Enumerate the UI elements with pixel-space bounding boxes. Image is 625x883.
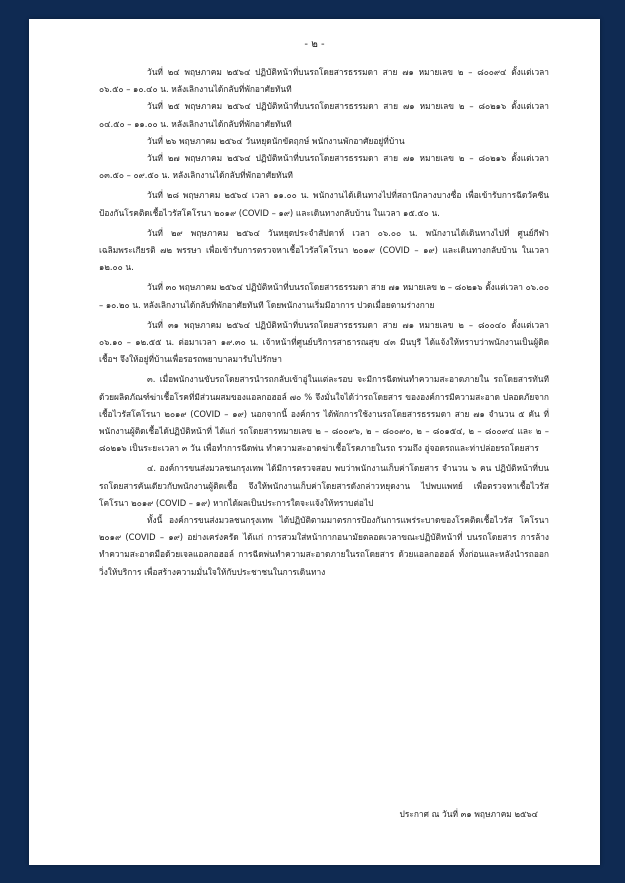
paragraph-may-28: วันที่ ๒๘ พฤษภาคม ๒๕๖๔ เวลา ๑๑.๐๐ น. พนักงานได้เดินทางไปที่สถานีกลางบางซื่อ เพื่อเข้ารับการฉีดวัคซีนป้องกันโรคติดเชื้อไวรัสโคโรนา ๒๐๑๙ (COVID – ๑๙) และเดินทางกลับบ้าน ในเวลา ๑๕.๕๐ น. [99, 190, 549, 218]
paragraph-conclusion: ทั้งนี้ องค์การขนส่งมวลชนกรุงเทพ ได้ปฏิบัติตามมาตรการป้องกันการแพร่ระบาดของโรคติดเชื้อไวรัส โคโรนา ๒๐๑๙ (COVID – ๑๙) อย่างเคร่งครัด ได้แก่ การสวมใส่หน้ากากอนามัยตลอดเวลาขณะปฏิบัติหน้าที่ บนรถโดยสาร การล้างทำความสะอาดมือด้วยเจลแอลกอฮอล์ การฉีดพ่นทำความสะอาดภายในรถโดยสาร ด้วยแอลกอฮอล์ ทั้งก่อนและหลังนำรถออกวิ่งให้บริการ เพื่อสร้างความมั่นใจให้กับประชาชนในการเดินทาง [99, 515, 549, 577]
paragraph-item-3: ๓. เมื่อพนักงานขับรถโดยสารนำรถกลับเข้าอู่ในแต่ละรอบ จะมีการฉีดพ่นทำความสะอาดภายใน รถโดยสารทันทีด้วยผลิตภัณฑ์ฆ่าเชื้อโรคที่มีส่วนผสมของแอลกอฮอล์ ๗๐ % จึงมั่นใจได้ว่ารถโดยสาร ขององค์การมีความสะอาด ปลอดภัยจากเชื้อไวรัสโคโรนา ๒๐๑๙ (COVID – ๑๙) นอกจากนี้ องค์การ ได้พักการใช้งานรถโดยสารธรรมดา สาย ๗๑ จำนวน ๕ คัน ที่พนักงานผู้ติดเชื้อได้ปฏิบัติหน้าที่ ได้แก่ รถโดยสารหมายเลข ๒ – ๘๐๐๙๖, ๒ – ๘๐๐๙๐, ๒ – ๘๐๑๕๔, ๒ – ๘๐๐๙๔ และ ๒ – ๘๐๒๑๖ เป็นระยะเวลา ๓ วัน เพื่อทำการฉีดพ่น ทำความสะอาดฆ่าเชื้อโรคภายในรถ รวมถึง อู่จอดรถและท่าปล่อยรถโดยสาร [99, 374, 549, 454]
paragraph-may-29: วันที่ ๒๙ พฤษภาคม ๒๕๖๔ วันหยุดประจำสัปดาห์ เวลา ๐๖.๐๐ น. พนักงานได้เดินทางไปที่ ศูนย์กีฬาเฉลิมพระเกียรติ ๗๒ พรรษา เพื่อเข้ารับการตรวจหาเชื้อไวรัสโคโรนา ๒๐๑๙ (COVID – ๑๙) และเดินทางกลับบ้าน ในเวลา ๑๒.๐๐ น. [99, 227, 549, 273]
paragraph-may-24: วันที่ ๒๔ พฤษภาคม ๒๕๖๔ ปฏิบัติหน้าที่บนรถโดยสารธรรมดา สาย ๗๑ หมายเลข ๒ – ๘๐๐๙๔ ตั้งแต่เวลา ๐๖.๕๐ – ๑๐.๔๐ น. หลังเลิกงานได้กลับที่พักอาศัยทันที [99, 67, 549, 95]
document-page [29, 19, 600, 865]
document-body [99, 64, 549, 581]
paragraph-may-31: วันที่ ๓๑ พฤษภาคม ๒๕๖๔ ปฏิบัติหน้าที่บนรถโดยสารธรรมดา สาย ๗๑ หมายเลข ๒ – ๘๐๐๔๐ ตั้งแต่เวลา ๐๖.๑๐ – ๑๒.๕๕ น. ต่อมาเวลา ๑๙.๓๐ น. เจ้าหน้าที่ศูนย์บริการสาธารณสุข ๔๓ มีนบุรี ได้แจ้งให้ทราบว่าพนักงานเป็นผู้ติดเชื้อฯ จึงให้อยู่ที่บ้านเพื่อรอรถพยาบาลมารับไปรักษา [99, 319, 549, 365]
paragraph-may-30: วันที่ ๓๐ พฤษภาคม ๒๕๖๔ ปฏิบัติหน้าที่บนรถโดยสารธรรมดา สาย ๗๑ หมายเลข ๒ – ๘๐๒๑๖ ตั้งแต่เวลา ๐๖.๐๐ – ๑๐.๒๐ น. หลังเลิกงานได้กลับที่พักอาศัยทันที โดยพนักงานเริ่มมีอาการ ปวดเมื่อยตามร่างกาย [99, 282, 549, 310]
page-number: - ๒ - [304, 39, 325, 50]
announcement-date: ประกาศ ณ วันที่ ๓๑ พฤษภาคม ๒๕๖๔ [399, 809, 538, 819]
paragraph-item-4: ๔. องค์การขนส่งมวลชนกรุงเทพ ได้มีการตรวจสอบ พบว่าพนักงานเก็บค่าโดยสาร จำนวน ๖ คน ปฏิบัติหน้าที่บนรถโดยสารคันเดียวกับพนักงานผู้ติดเชื้อ จึงให้พนักงานเก็บค่าโดยสารดังกล่าวหยุดงาน ไปพบแพทย์ เพื่อตรวจหาเชื้อไวรัสโคโรนา ๒๐๑๙ (COVID – ๑๙) หากได้ผลเป็นประการใดจะแจ้งให้ทราบต่อไป [99, 463, 549, 508]
paragraph-may-26: วันที่ ๒๖ พฤษภาคม ๒๕๖๔ วันหยุดนักขัตฤกษ์ พนักงานพักอาศัยอยู่ที่บ้าน [147, 135, 405, 146]
paragraph-may-27: วันที่ ๒๗ พฤษภาคม ๒๕๖๔ ปฏิบัติหน้าที่บนรถโดยสารธรรมดา สาย ๗๑ หมายเลข ๒ – ๘๐๒๑๖ ตั้งแต่เวลา ๐๓.๕๐ – ๐๙.๕๐ น. หลังเลิกงานได้กลับที่พักอาศัยทันที [99, 153, 549, 181]
paragraph-may-25: วันที่ ๒๕ พฤษภาคม ๒๕๖๔ ปฏิบัติหน้าที่บนรถโดยสารธรรมดา สาย ๗๑ หมายเลข ๒ – ๘๐๒๑๖ ตั้งแต่เวลา ๐๔.๕๐ – ๑๑.๐๐ น. หลังเลิกงานได้กลับที่พักอาศัยทันที [99, 101, 549, 129]
